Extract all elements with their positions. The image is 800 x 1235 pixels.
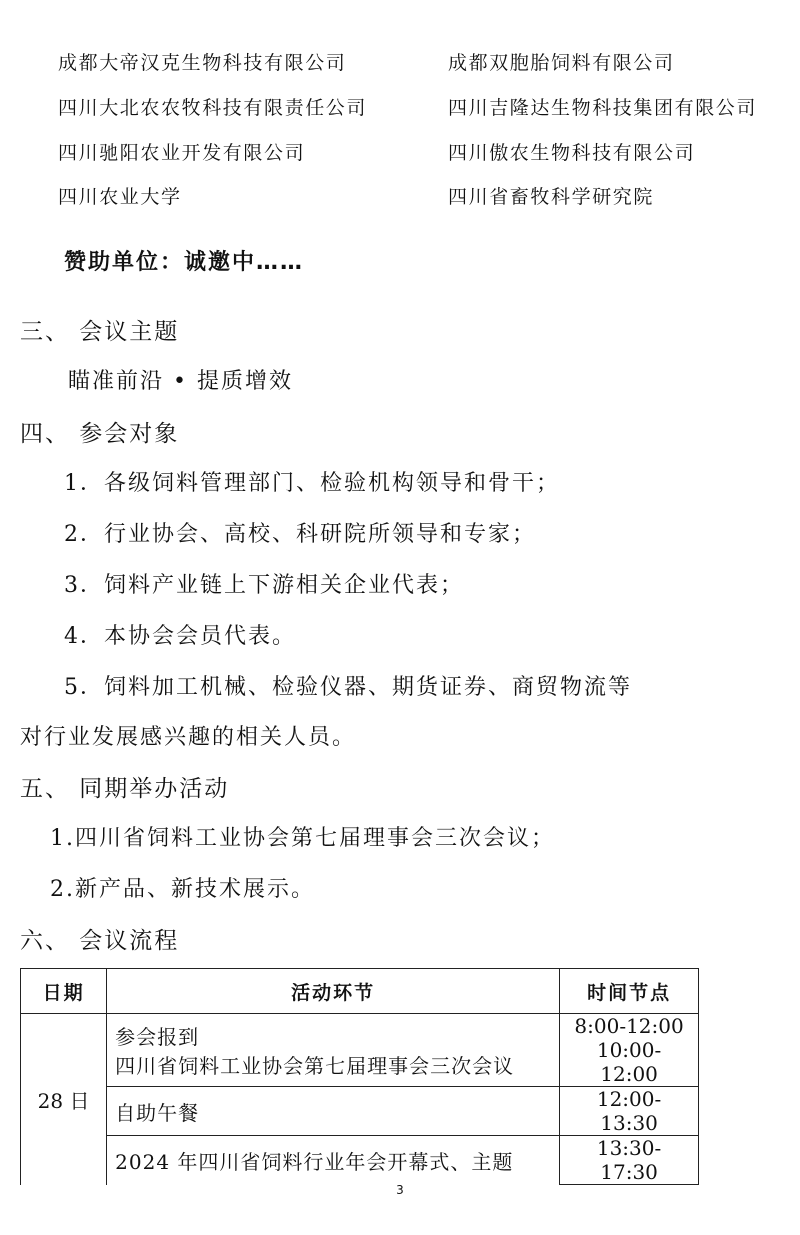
- attendee-item-5-continued: 对行业发展感兴趣的相关人员。: [20, 725, 357, 750]
- activity-text: 四川省饲料工业协会第七届理事会三次会议: [115, 1054, 515, 1078]
- organizer-left-4: 四川农业大学: [58, 186, 182, 208]
- table-row: [21, 1087, 699, 1136]
- section-3-title: 三、 会议主题: [20, 319, 180, 345]
- activity-cell: 2024 年四川省饲料行业年会开幕式、主题: [107, 1136, 560, 1185]
- organizer-right-4: 四川省畜牧科学研究院: [448, 186, 655, 208]
- organizer-right-3: 四川傲农生物科技有限公司: [448, 142, 696, 164]
- time-cell: 12:00-13:30: [560, 1087, 699, 1136]
- time-cell: [560, 1014, 699, 1087]
- activity-cell: 自助午餐: [107, 1087, 560, 1136]
- attendee-item-4: 4．本协会会员代表。: [64, 624, 296, 649]
- header-time: 时间节点: [560, 969, 699, 1014]
- organizer-right-1: 成都双胞胎饲料有限公司: [448, 52, 675, 74]
- page-number: 3: [396, 1183, 404, 1197]
- attendee-item-2: 2．行业协会、高校、科研院所领导和专家；: [64, 522, 536, 547]
- schedule-header-row: [21, 969, 699, 1014]
- concurrent-activity-1: 1.四川省饲料工业协会第七届理事会三次会议；: [50, 826, 555, 851]
- organizer-left-2: 四川大北农农牧科技有限责任公司: [58, 97, 368, 119]
- schedule-table: [20, 968, 699, 1185]
- organizer-left-1: 成都大帝汉克生物科技有限公司: [58, 52, 347, 74]
- activity-cell: [107, 1014, 560, 1087]
- table-row: [21, 1014, 699, 1087]
- organizer-right-2: 四川吉隆达生物科技集团有限公司: [448, 97, 758, 119]
- section-4-title: 四、 参会对象: [20, 421, 180, 447]
- section-6-title: 六、 会议流程: [20, 928, 180, 954]
- activity-text: 参会报到: [115, 1025, 200, 1049]
- header-activity: 活动环节: [107, 969, 560, 1014]
- table-row: [21, 1136, 699, 1185]
- time-cell: 13:30-17:30: [560, 1136, 699, 1185]
- organizer-left-3: 四川驰阳农业开发有限公司: [58, 142, 306, 164]
- attendee-item-3: 3．饲料产业链上下游相关企业代表；: [64, 573, 464, 598]
- sponsor-line: 赞助单位：诚邀中……: [64, 250, 305, 275]
- meeting-theme: 瞄准前沿 • 提质增效: [68, 369, 293, 394]
- date-cell: 28 日: [21, 1014, 107, 1185]
- concurrent-activity-2: 2.新产品、新技术展示。: [50, 877, 315, 902]
- time-text: 10:00-12:00: [596, 1038, 662, 1086]
- header-date: 日期: [21, 969, 107, 1014]
- attendee-item-5: 5．饲料加工机械、检验仪器、期货证券、商贸物流等: [64, 675, 632, 700]
- section-5-title: 五、 同期举办活动: [20, 776, 230, 802]
- attendee-item-1: 1．各级饲料管理部门、检验机构领导和骨干；: [64, 471, 560, 496]
- time-text: 8:00-12:00: [574, 1014, 684, 1038]
